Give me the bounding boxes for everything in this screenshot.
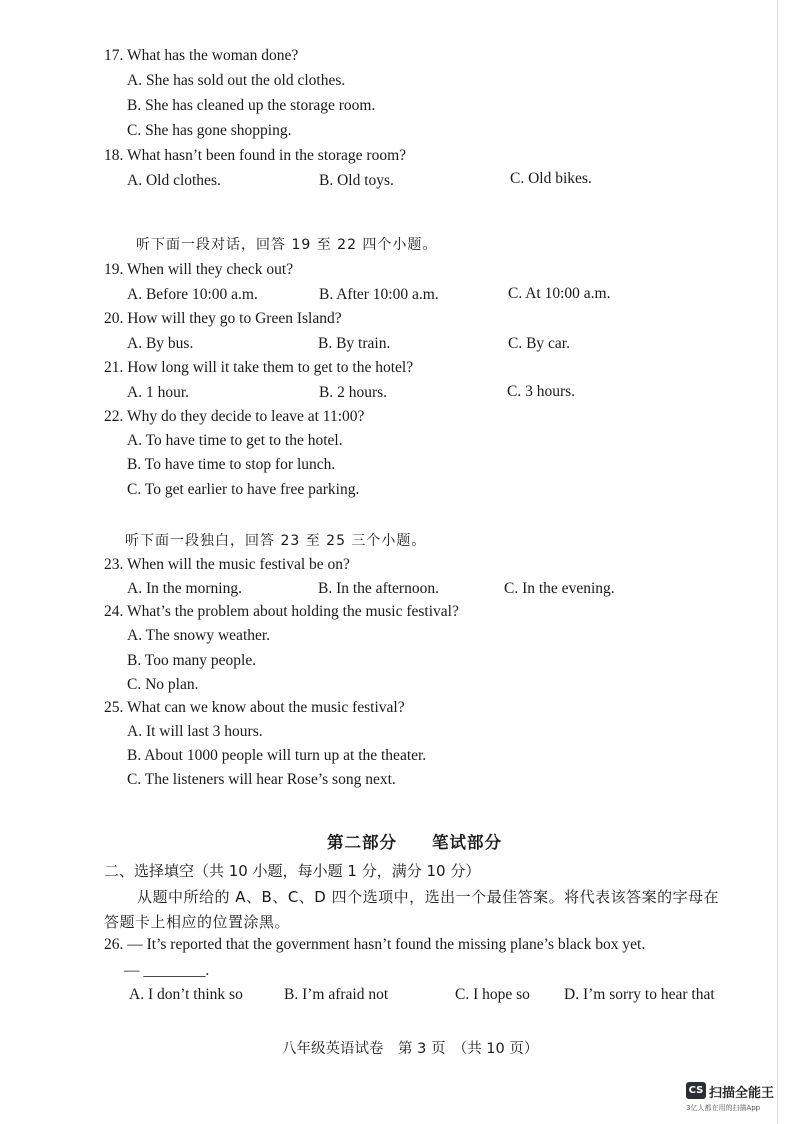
- question-26-option-b: B. I’m afraid not: [284, 986, 389, 1003]
- question-22-option-b: B. To have time to stop for lunch.: [127, 456, 336, 473]
- question-22-option-a: A. To have time to get to the hotel.: [127, 432, 343, 449]
- section-two-title: 二、选择填空（共 10 小题，每小题 1 分，满分 10 分）: [104, 862, 481, 880]
- question-17-option-c: C. She has gone shopping.: [127, 122, 292, 139]
- question-26-option-d: D. I’m sorry to hear that: [564, 986, 715, 1003]
- listening-instruction-monologue: 听下面一段独白，回答 23 至 25 三个小题。: [125, 533, 427, 549]
- question-26-option-a: A. I don’t think so: [129, 986, 243, 1003]
- question-21-option-b: B. 2 hours.: [319, 384, 388, 401]
- question-18-stem: 18. What hasn’t been found in the storage room?: [104, 147, 407, 164]
- question-25-option-c: C. The listeners will hear Rose’s song next.: [127, 771, 396, 788]
- question-19-option-c: C. At 10:00 a.m.: [508, 285, 611, 302]
- question-26-blank: — ________.: [124, 962, 210, 979]
- question-24-option-c: C. No plan.: [127, 676, 199, 693]
- question-22-stem: 22. Why do they decide to leave at 11:00?: [104, 408, 365, 425]
- part-two-title: 第二部分 笔试部分: [327, 833, 502, 852]
- question-20-option-c: C. By car.: [508, 335, 570, 352]
- question-18-option-c: C. Old bikes.: [510, 170, 592, 187]
- camscanner-logo-icon: CS: [686, 1082, 706, 1099]
- question-25-stem: 25. What can we know about the music festival?: [104, 699, 405, 716]
- question-19-option-a: A. Before 10:00 a.m.: [127, 286, 258, 303]
- question-23-option-b: B. In the afternoon.: [318, 580, 439, 597]
- question-26-stem: 26. — It’s reported that the government hasn’t found the missing plane’s black box yet.: [104, 936, 646, 953]
- question-25-option-a: A. It will last 3 hours.: [127, 723, 263, 740]
- question-24-option-b: B. Too many people.: [127, 652, 257, 669]
- question-25-option-b: B. About 1000 people will turn up at the theater.: [127, 747, 427, 764]
- question-18-option-b: B. Old toys.: [319, 172, 394, 189]
- question-23-option-c: C. In the evening.: [504, 580, 615, 597]
- question-17-stem: 17. What has the woman done?: [104, 47, 299, 64]
- question-17-option-a: A. She has sold out the old clothes.: [127, 72, 346, 89]
- listening-instruction-dialogue: 听下面一段对话，回答 19 至 22 四个小题。: [136, 237, 438, 253]
- scan-edge-line: [777, 0, 778, 1124]
- question-23-option-a: A. In the morning.: [127, 580, 242, 597]
- question-18-option-a: A. Old clothes.: [127, 172, 221, 189]
- question-21-option-a: A. 1 hour.: [127, 384, 189, 401]
- question-24-option-a: A. The snowy weather.: [127, 627, 271, 644]
- question-17-option-b: B. She has cleaned up the storage room.: [127, 97, 376, 114]
- page-footer: 八年级英语试卷 第 3 页 （共 10 页）: [282, 1041, 539, 1057]
- question-21-stem: 21. How long will it take them to get to the hotel?: [104, 359, 414, 376]
- question-19-option-b: B. After 10:00 a.m.: [319, 286, 439, 303]
- camscanner-brand-name: 扫描全能王: [709, 1086, 775, 1101]
- question-20-option-a: A. By bus.: [127, 335, 194, 352]
- section-two-instruction-line-1: 从题中所给的 A、B、C、D 四个选项中，选出一个最佳答案。将代表该答案的字母在: [137, 888, 720, 906]
- question-21-option-c: C. 3 hours.: [507, 383, 576, 400]
- section-two-instruction-line-2: 答题卡上相应的位置涂黑。: [104, 913, 291, 931]
- question-22-option-c: C. To get earlier to have free parking.: [127, 481, 360, 498]
- question-23-stem: 23. When will the music festival be on?: [104, 556, 350, 573]
- camscanner-tagline: 3亿人都在用的扫描App: [686, 1104, 761, 1112]
- question-20-stem: 20. How will they go to Green Island?: [104, 310, 342, 327]
- question-19-stem: 19. When will they check out?: [104, 261, 294, 278]
- question-26-option-c: C. I hope so: [455, 986, 530, 1003]
- question-20-option-b: B. By train.: [318, 335, 391, 352]
- question-24-stem: 24. What’s the problem about holding the music festival?: [104, 603, 459, 620]
